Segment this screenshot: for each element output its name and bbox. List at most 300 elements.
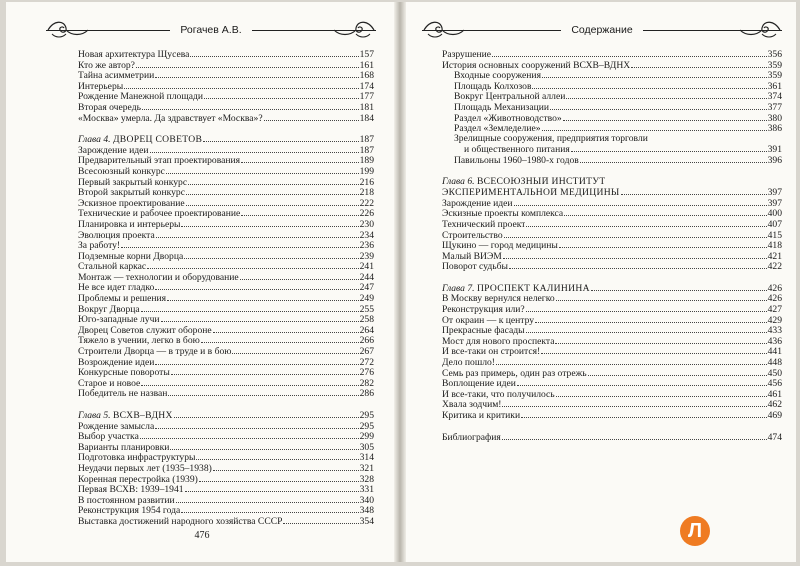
toc-entry-title xyxy=(78,262,146,273)
toc-page-number: 348 xyxy=(359,505,374,517)
right-page-header xyxy=(422,10,782,50)
toc-page-number: 218 xyxy=(359,187,374,199)
flourish-ornament-icon xyxy=(738,18,782,42)
toc-entry-title xyxy=(78,358,154,369)
toc-page-number: 230 xyxy=(359,218,374,230)
toc-entry-title xyxy=(442,326,525,337)
section-gap xyxy=(78,399,374,410)
toc-page-number: 199 xyxy=(359,165,374,177)
chapter-label: Глава 7. xyxy=(442,283,475,294)
toc-page-number: 264 xyxy=(359,324,374,336)
toc-entry xyxy=(78,335,374,346)
toc-entry-text: Варианты планировки xyxy=(78,442,170,453)
toc-entry-text: Прекрасные фасады xyxy=(442,326,525,337)
toc-page-number: 314 xyxy=(359,452,374,464)
toc-entry xyxy=(78,240,374,251)
toc-page-number: 356 xyxy=(767,49,782,60)
toc-entry xyxy=(78,272,374,283)
toc-entry xyxy=(78,516,374,527)
dot-leader xyxy=(541,346,766,354)
toc-entry-title xyxy=(78,315,160,326)
toc-entry-text: Строительство xyxy=(442,230,503,241)
toc-entry xyxy=(442,219,782,230)
dot-leader xyxy=(188,177,359,185)
dot-leader xyxy=(213,325,359,333)
toc-page-number: 239 xyxy=(359,250,374,262)
toc-entry-text: Рождение Манежной площади xyxy=(78,92,203,103)
toc-entry-text: В постоянном развитии xyxy=(78,495,175,506)
toc-entry xyxy=(442,102,782,113)
toc-page-number: 377 xyxy=(767,101,782,113)
toc-entry-text: Дело пошло! xyxy=(442,358,495,369)
toc-entry-title xyxy=(78,146,149,157)
toc-page-number: 462 xyxy=(767,399,782,411)
toc-entry xyxy=(78,346,374,357)
toc-page-number: 374 xyxy=(767,91,782,103)
toc-entry-text: ВСЕСОЮЗНЫЙ ИНСТИТУТ xyxy=(476,176,606,187)
dot-leader xyxy=(514,198,767,206)
toc-page-number: 474 xyxy=(767,431,782,443)
dot-leader xyxy=(571,144,767,152)
toc-entry-text: Кто же автор? xyxy=(78,60,135,71)
toc-entry-text: Юго-западные лучи xyxy=(78,315,160,326)
toc-entry-title xyxy=(78,336,200,347)
toc-page-number: 429 xyxy=(767,314,782,326)
toc-entry xyxy=(78,357,374,368)
running-header-section: Содержание xyxy=(561,24,642,36)
flourish-ornament-icon xyxy=(46,18,90,42)
dot-leader xyxy=(504,230,767,238)
dot-leader xyxy=(136,60,359,68)
toc-entry-text: И все-таки, что получилось xyxy=(442,389,555,400)
toc-entry xyxy=(78,145,374,156)
toc-entry-text: Вокруг Центральной аллеи xyxy=(454,92,566,103)
toc-entry-title xyxy=(78,506,180,517)
toc-entry-title xyxy=(78,178,187,189)
toc-entry-title xyxy=(442,92,565,103)
dot-leader xyxy=(542,123,767,131)
toc-entry-title xyxy=(442,156,579,167)
dot-leader xyxy=(176,495,359,503)
toc-entry-text: Технический проект xyxy=(442,219,526,230)
dot-leader xyxy=(204,91,359,99)
toc-entry xyxy=(442,346,782,357)
toc-entry xyxy=(78,166,374,177)
toc-page-number: 331 xyxy=(359,484,374,496)
dot-leader xyxy=(199,474,359,482)
toc-page-number: 286 xyxy=(359,388,374,400)
toc-entry xyxy=(78,484,374,495)
toc-entry xyxy=(78,431,374,442)
dot-leader xyxy=(502,432,767,440)
toc-page-number: 234 xyxy=(359,229,374,241)
dot-leader xyxy=(155,357,358,365)
toc-page-number: 272 xyxy=(359,356,374,368)
toc-entry-title xyxy=(442,262,508,273)
dot-leader xyxy=(171,367,359,375)
toc-entry-text: От окраин — к центру xyxy=(442,315,535,326)
toc-entry xyxy=(442,198,782,209)
toc-entry xyxy=(78,474,374,485)
toc-page-number: 433 xyxy=(767,325,782,337)
toc-entry-text: Дворец Советов служит обороне xyxy=(78,325,212,336)
dot-leader xyxy=(155,282,358,290)
toc-entry-text: Интерьеры xyxy=(78,81,124,92)
toc-entry-text: Эволюция проекта xyxy=(78,230,155,241)
toc-page-number: 258 xyxy=(359,314,374,326)
dot-leader xyxy=(167,293,359,301)
toc-entry-title xyxy=(442,252,502,263)
toc-entry-title xyxy=(78,326,212,337)
toc-entry-text: Семь раз примерь, один раз отрежь xyxy=(442,368,587,379)
toc-entry xyxy=(78,81,374,92)
toc-entry-text: ВСХВ–ВДНХ xyxy=(112,411,173,421)
toc-entry xyxy=(78,314,374,325)
toc-entry-title xyxy=(442,103,549,114)
toc-entry-text: Реконструкция или? xyxy=(442,305,525,316)
toc-entry-title xyxy=(78,114,263,125)
toc-page-number: 226 xyxy=(359,208,374,220)
dot-leader xyxy=(213,463,359,471)
toc-entry-text: Тайна асимметрии xyxy=(78,71,155,82)
toc-entry xyxy=(78,91,374,102)
dot-leader xyxy=(232,346,358,354)
toc-entry-text: Поворот судьбы xyxy=(442,262,508,273)
toc-entry-text: Победитель не назван xyxy=(78,389,168,400)
toc-entry xyxy=(78,261,374,272)
dot-leader xyxy=(170,442,358,450)
toc-entry-text: Входные сооружения xyxy=(454,71,541,82)
toc-entry xyxy=(78,155,374,166)
toc-entry-title xyxy=(78,496,175,507)
toc-entry-text: Площадь Механизации xyxy=(454,102,549,113)
toc-page-number: 177 xyxy=(359,91,374,103)
toc-entry xyxy=(442,325,782,336)
toc-entry xyxy=(442,81,782,92)
toc-entry-text: Тяжело в учении, легко в бою xyxy=(78,336,200,347)
toc-page-number: 441 xyxy=(767,346,782,358)
toc-entry-title xyxy=(442,316,534,327)
toc-entry-text: Второй закрытый конкурс xyxy=(78,188,185,199)
running-header-author: Рогачев А.В. xyxy=(170,24,251,36)
flourish-ornament-icon xyxy=(422,18,466,42)
toc-entry-text: Подготовка инфраструктуры xyxy=(78,453,196,464)
toc-entry-title xyxy=(442,71,541,82)
toc-entry xyxy=(442,378,782,389)
dot-leader xyxy=(168,388,358,396)
toc-page-number: 236 xyxy=(359,240,374,252)
toc-entry xyxy=(442,261,782,272)
toc-entry-text: Эскизные проекты комплекса xyxy=(442,209,564,220)
dot-leader xyxy=(631,60,766,68)
toc-page-number: 255 xyxy=(359,303,374,315)
toc-page-number: 216 xyxy=(359,176,374,188)
toc-entry-title xyxy=(442,199,513,210)
toc-entry xyxy=(442,123,782,134)
toc-entry-text: Малый ВИЭМ xyxy=(442,251,502,262)
toc-entry-title xyxy=(442,134,648,145)
toc-entry-text: Не все идет гладко xyxy=(78,283,155,294)
dot-leader xyxy=(526,219,766,227)
dot-leader xyxy=(556,293,767,301)
toc-entry-title xyxy=(78,305,140,316)
dot-leader xyxy=(155,70,358,78)
toc-page-number: 157 xyxy=(359,49,374,60)
toc-entry-title xyxy=(78,188,185,199)
toc-entry-text: Всесоюзный конкурс xyxy=(78,166,165,177)
toc-entry-text: Планировка и интерьеры xyxy=(78,219,181,230)
toc-entry xyxy=(78,378,374,389)
toc-page-number: 461 xyxy=(767,388,782,400)
toc-entry xyxy=(78,198,374,209)
toc-page-number: 436 xyxy=(767,335,782,347)
toc-entry-title xyxy=(78,103,141,114)
dot-leader xyxy=(147,261,358,269)
dot-leader xyxy=(184,251,358,259)
dot-leader xyxy=(140,431,359,439)
toc-page-number: 168 xyxy=(359,70,374,82)
toc-page-number: 282 xyxy=(359,377,374,389)
dot-leader xyxy=(556,389,767,397)
chapter-label: Глава 6. xyxy=(442,176,475,187)
dot-leader xyxy=(550,102,767,110)
toc-page-number: 359 xyxy=(767,70,782,82)
dot-leader xyxy=(588,368,767,376)
toc-entry xyxy=(78,230,374,241)
toc-entry-text: Разрушение xyxy=(442,50,492,60)
dot-leader xyxy=(264,113,359,121)
toc-entry-text: За работу! xyxy=(78,241,121,252)
dot-leader xyxy=(526,325,767,333)
toc-page-number: 361 xyxy=(767,80,782,92)
dot-leader xyxy=(124,81,358,89)
toc-page-number: 418 xyxy=(767,240,782,252)
toc-entry-text: Павильоны 1960–1980-х годов xyxy=(454,155,579,166)
dot-leader xyxy=(502,399,766,407)
toc-page-number: 359 xyxy=(767,59,782,71)
toc-page-number: 295 xyxy=(359,410,374,421)
dot-leader xyxy=(174,410,359,418)
toc-entry-title xyxy=(442,50,491,61)
toc-entry xyxy=(78,388,374,399)
chapter-label: Глава 5. xyxy=(78,411,111,421)
toc-page-number: 267 xyxy=(359,346,374,358)
toc-entry xyxy=(78,505,374,516)
toc-entry xyxy=(442,91,782,102)
toc-entry xyxy=(442,144,782,155)
book-spread xyxy=(6,2,796,562)
toc-entry-title xyxy=(78,379,140,390)
toc-entry-title xyxy=(78,432,139,443)
toc-entry-title xyxy=(78,475,198,486)
dot-leader xyxy=(181,219,358,227)
toc-page-number: 184 xyxy=(359,112,374,124)
toc-entry-title xyxy=(442,379,516,390)
toc-entry xyxy=(78,495,374,506)
toc-entry-text: Старое и новое xyxy=(78,378,141,389)
toc-entry-title xyxy=(442,400,501,411)
toc-page-number: 222 xyxy=(359,197,374,209)
dot-leader xyxy=(141,304,359,312)
toc-page-number: 427 xyxy=(767,304,782,316)
toc-entry xyxy=(78,219,374,230)
dot-leader xyxy=(532,81,766,89)
toc-entry-text: В Москву вернулся нелегко xyxy=(442,294,555,305)
toc-entry-title xyxy=(78,241,120,252)
toc-entry-title xyxy=(442,411,520,422)
toc-entry xyxy=(442,187,782,198)
toc-page-number: 397 xyxy=(767,187,782,199)
dot-leader xyxy=(283,516,358,524)
dot-leader xyxy=(155,421,358,429)
toc-page-number: 305 xyxy=(359,441,374,453)
toc-entry-text: Конкурсные повороты xyxy=(78,368,170,379)
toc-entry-text: Вторая очередь xyxy=(78,102,141,113)
toc-entry xyxy=(78,102,374,113)
toc-page-number: 247 xyxy=(359,282,374,294)
toc-entry-text: ЭКСПЕРИМЕНТАЛЬНОЙ МЕДИЦИНЫ xyxy=(442,188,620,199)
toc-entry-text: Зарождение идеи xyxy=(78,145,149,156)
dot-leader xyxy=(241,155,359,163)
toc-entry xyxy=(78,49,374,60)
toc-entry-text: Раздел «Животноводство» xyxy=(454,113,562,124)
dot-leader xyxy=(496,357,767,365)
toc-entry-text: Выбор участка xyxy=(78,432,139,443)
toc-page-number: 415 xyxy=(767,229,782,241)
toc-entry-title xyxy=(78,443,169,454)
dot-leader xyxy=(621,187,767,195)
dot-leader xyxy=(526,304,767,312)
toc-entry-text: Выставка достижений народного хозяйства СССР xyxy=(78,516,283,527)
toc-entry xyxy=(78,187,374,198)
toc-entry-title xyxy=(442,433,501,444)
dot-leader xyxy=(141,378,358,386)
toc-page-number: 396 xyxy=(767,154,782,166)
right-page xyxy=(402,2,796,562)
toc-page-number: 340 xyxy=(359,494,374,506)
toc-page-number: 266 xyxy=(359,335,374,347)
toc-page-number: 426 xyxy=(767,282,782,294)
toc-entry-text: Вокруг Дворца xyxy=(78,304,140,315)
toc-entry xyxy=(442,155,782,166)
toc-entry-text: и общественного питания xyxy=(464,145,570,156)
toc-entry-text: Мост для нового проспекта xyxy=(442,336,555,347)
toc-page-number: 354 xyxy=(359,515,374,527)
toc-page-number: 426 xyxy=(767,293,782,305)
toc-entry-text: Библиография xyxy=(442,432,501,443)
toc-entry-text: Критика и критики xyxy=(442,411,521,421)
toc-entry-text: Неудачи первых лет (1935–1938) xyxy=(78,463,212,474)
toc-entry xyxy=(78,251,374,262)
toc-entry xyxy=(78,60,374,71)
toc-page-number: 380 xyxy=(767,112,782,124)
toc-page-number: 386 xyxy=(767,123,782,135)
toc-entry-text: «Москва» умерла. Да здравствует «Москва»? xyxy=(78,113,263,124)
toc-entry xyxy=(78,463,374,474)
publisher-logo-icon: Л xyxy=(680,516,710,546)
dot-leader xyxy=(591,283,767,291)
toc-entry-text: Площадь Колхозов xyxy=(454,81,532,92)
toc-entry-text: Хвала зодчим! xyxy=(442,400,502,411)
section-gap xyxy=(78,123,374,134)
dot-leader xyxy=(186,198,359,206)
toc-entry xyxy=(442,240,782,251)
toc-page-number: 189 xyxy=(359,155,374,167)
dot-leader xyxy=(161,314,359,322)
toc-entry xyxy=(78,442,374,453)
toc-entry-text: Эскизное проектирование xyxy=(78,198,185,209)
toc-entry xyxy=(442,336,782,347)
table-of-contents-left xyxy=(78,49,374,527)
toc-chapter-heading xyxy=(442,177,782,188)
dot-leader xyxy=(542,70,767,78)
toc-page-number: 421 xyxy=(767,250,782,262)
dot-leader xyxy=(240,272,359,280)
toc-entry xyxy=(442,410,782,421)
toc-page-number: 400 xyxy=(767,208,782,220)
toc-entry-text: Коренная перестройка (1939) xyxy=(78,474,198,485)
toc-entry xyxy=(78,177,374,188)
toc-entry-title xyxy=(78,464,212,475)
toc-entry-title xyxy=(442,82,531,93)
toc-entry-text: Зрелищные сооружения, предприятия торговли xyxy=(454,133,648,144)
toc-entry-text: Раздел «Земледелие» xyxy=(454,124,541,135)
dot-leader xyxy=(156,230,359,238)
toc-chapter-heading xyxy=(78,410,374,421)
dot-leader xyxy=(166,166,359,174)
dot-leader xyxy=(503,251,767,259)
toc-entry-text: Подземные корни Дворца xyxy=(78,251,184,262)
dot-leader xyxy=(186,187,359,195)
dot-leader xyxy=(555,336,766,344)
toc-entry xyxy=(442,60,782,71)
toc-entry-text: Реконструкция 1954 года xyxy=(78,506,181,517)
toc-entry-text: Строители Дворца — в труде и в бою xyxy=(78,347,232,358)
toc-entry-text: Проблемы и решения xyxy=(78,294,167,305)
toc-page-number: 174 xyxy=(359,80,374,92)
toc-page-number: 391 xyxy=(767,144,782,156)
toc-entry-text: Технические и рабочее проектирование xyxy=(78,209,241,220)
toc-page-number: 244 xyxy=(359,271,374,283)
toc-entry-text: И все-таки он строится! xyxy=(442,347,541,358)
toc-entry-text: Первая ВСХВ: 1939–1941 xyxy=(78,485,184,496)
book-gutter xyxy=(394,2,406,562)
dot-leader xyxy=(517,378,767,386)
toc-entry-text: Новая архитектура Щусева xyxy=(78,50,190,60)
toc-entry xyxy=(78,293,374,304)
toc-page-number: 397 xyxy=(767,197,782,209)
toc-entry xyxy=(442,304,782,315)
toc-entry-title xyxy=(78,453,195,464)
toc-entry-text: ДВОРЕЦ СОВЕТОВ xyxy=(112,135,203,146)
dot-leader xyxy=(201,335,359,343)
section-gap xyxy=(442,166,782,177)
left-page-header xyxy=(46,10,376,50)
toc-entry xyxy=(78,367,374,378)
dot-leader xyxy=(559,240,767,248)
toc-entry xyxy=(78,304,374,315)
toc-entry xyxy=(442,251,782,262)
dot-leader xyxy=(121,240,358,248)
toc-entry-title xyxy=(78,61,135,72)
dot-leader xyxy=(564,208,766,216)
dot-leader xyxy=(535,315,767,323)
toc-entry-title xyxy=(442,231,503,242)
toc-entry-text: Зарождение идеи xyxy=(442,198,513,209)
toc-page-number: 450 xyxy=(767,367,782,379)
toc-page-number: 407 xyxy=(767,218,782,230)
toc-entry-text: ПРОСПЕКТ КАЛИНИНА xyxy=(476,283,590,294)
